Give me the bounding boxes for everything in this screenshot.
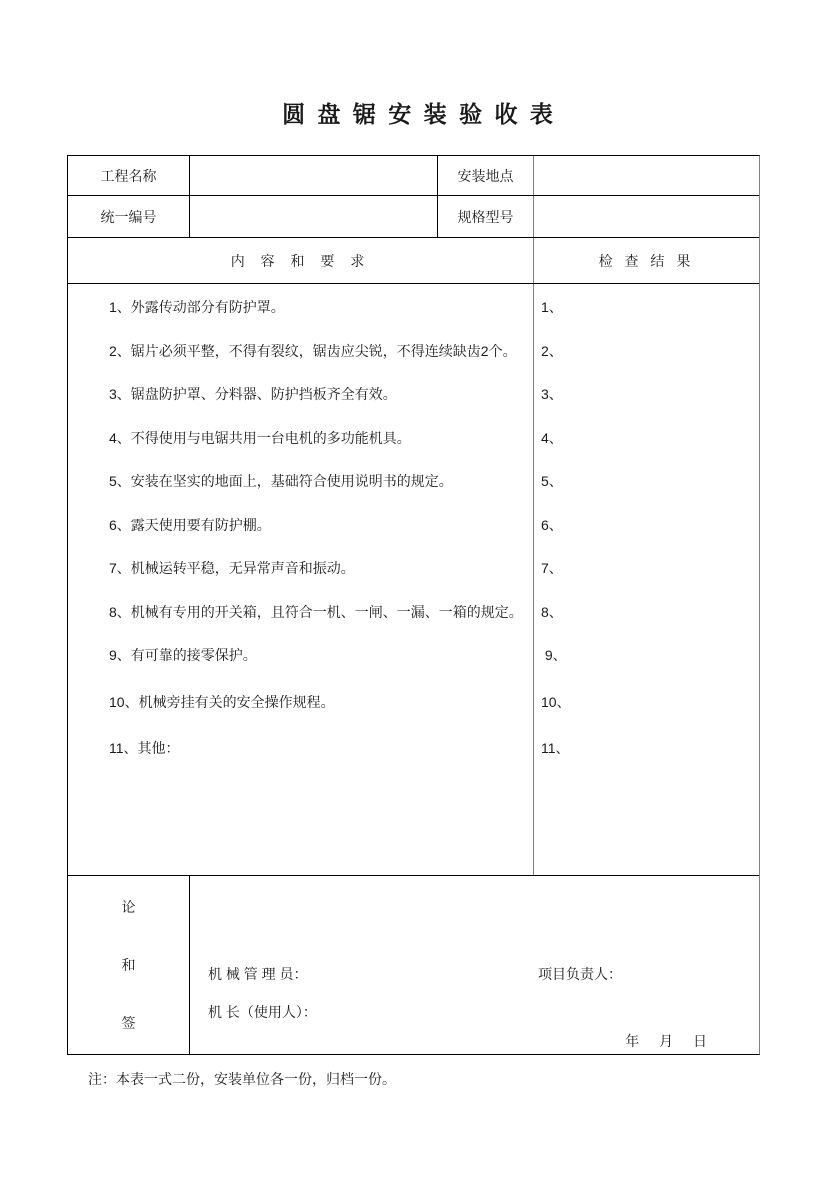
result-item[interactable]: 2、 — [541, 342, 563, 359]
signature-area[interactable] — [190, 876, 759, 1054]
install-location-value[interactable] — [534, 156, 759, 195]
requirement-item: 11、其他： — [109, 740, 180, 756]
info-row-2 — [68, 196, 759, 238]
unified-number-value[interactable] — [190, 196, 438, 237]
requirements-column — [68, 284, 534, 875]
requirement-item: 2、锯片必须平整，不得有裂纹，锯齿应尖锐，不得连续缺齿2个。 — [109, 342, 517, 359]
operator-label: 机 长（使用人）： — [208, 1004, 317, 1020]
result-item[interactable]: 10、 — [541, 693, 571, 710]
requirement-item: 9、有可靠的接零保护。 — [109, 647, 257, 663]
results-column[interactable] — [534, 284, 759, 875]
result-item[interactable]: 4、 — [541, 429, 563, 446]
page-title: 圆 盘 锯 安 装 验 收 表 — [282, 101, 556, 127]
requirement-item: 5、安装在坚实的地面上，基础符合使用说明书的规定。 — [109, 473, 453, 489]
result-item[interactable]: 3、 — [541, 386, 563, 402]
requirement-item: 3、锯盘防护罩、分料器、防护挡板齐全有效。 — [109, 386, 397, 402]
install-location-label: 安装地点 — [438, 156, 534, 195]
result-item[interactable]: 5、 — [541, 473, 563, 489]
requirement-item: 1、外露传动部分有防护罩。 — [109, 299, 285, 315]
requirement-item: 7、机械运转平稳，无异常声音和振动。 — [109, 560, 355, 576]
result-item[interactable]: 11、 — [541, 740, 570, 756]
column-header-row — [68, 238, 759, 284]
footer-note: 注：本表一式二份，安装单位各一份，归档一份。 — [88, 1071, 396, 1087]
spec-model-label: 规格型号 — [438, 196, 534, 237]
project-name-value[interactable] — [190, 156, 438, 195]
check-result-header: 检 查 结 果 — [598, 252, 695, 269]
date-label: 年 月 日 — [625, 1033, 715, 1049]
machine-manager-label: 机 械 管 理 员： — [208, 966, 308, 982]
result-item[interactable]: 8、 — [541, 603, 563, 620]
info-row-1 — [68, 156, 759, 196]
requirement-item: 6、露天使用要有防护棚。 — [109, 516, 271, 533]
requirement-item: 4、不得使用与电锯共用一台电机的多功能机具。 — [109, 429, 411, 446]
acceptance-form-table — [67, 155, 760, 1055]
result-item[interactable]: 7、 — [541, 560, 563, 576]
result-item[interactable]: 1、 — [541, 299, 563, 315]
result-item[interactable]: 6、 — [541, 516, 563, 533]
side-label-char: 签 — [121, 1015, 136, 1031]
side-label-char: 论 — [121, 899, 136, 915]
project-name-label: 工程名称 — [68, 156, 190, 195]
signature-side-label — [68, 876, 190, 1054]
requirement-item: 8、机械有专用的开关箱，且符合一机、一闸、一漏、一箱的规定。 — [109, 603, 523, 620]
spec-model-value[interactable] — [534, 196, 759, 237]
content-requirements-header: 内 容 和 要 求 — [68, 238, 534, 283]
unified-number-label: 统一编号 — [68, 196, 190, 237]
checklist-body — [68, 284, 759, 876]
project-leader-label: 项目负责人： — [538, 966, 622, 982]
result-item[interactable]: 9、 — [541, 647, 567, 663]
requirement-item: 10、机械旁挂有关的安全操作规程。 — [109, 693, 335, 710]
side-label-char: 和 — [121, 957, 136, 973]
signature-row — [68, 876, 759, 1054]
